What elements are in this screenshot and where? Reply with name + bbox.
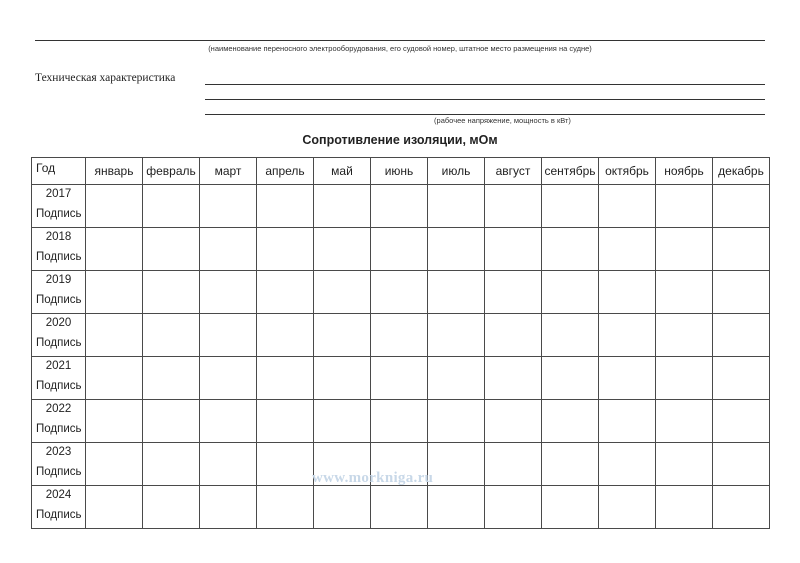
tech-characteristic-line-1 — [205, 84, 765, 85]
year-value: 2018 — [45, 231, 72, 243]
measurement-cell[interactable] — [656, 357, 713, 400]
measurement-cell[interactable] — [599, 185, 656, 228]
measurement-cell[interactable] — [257, 271, 314, 314]
measurement-cell[interactable] — [713, 443, 770, 486]
signature-label: Подпись — [36, 423, 82, 435]
measurement-cell[interactable] — [485, 486, 542, 529]
measurement-cell[interactable] — [485, 314, 542, 357]
measurement-cell[interactable] — [143, 400, 200, 443]
month-header: сентябрь — [542, 158, 599, 185]
measurement-cell[interactable] — [143, 357, 200, 400]
year-cell — [32, 486, 86, 529]
year-cell — [32, 185, 86, 228]
year-cell — [32, 271, 86, 314]
measurement-cell[interactable] — [86, 314, 143, 357]
measurement-cell[interactable] — [371, 443, 428, 486]
measurement-cell[interactable] — [371, 486, 428, 529]
measurement-cell[interactable] — [371, 400, 428, 443]
year-value: 2023 — [45, 446, 72, 458]
tech-characteristic-line-3 — [205, 114, 765, 115]
year-value: 2020 — [45, 317, 72, 329]
table-row — [32, 185, 770, 228]
measurement-cell[interactable] — [428, 357, 485, 400]
table-row — [32, 271, 770, 314]
measurement-cell[interactable] — [656, 185, 713, 228]
month-header: май — [314, 158, 371, 185]
table-body — [32, 185, 770, 529]
measurement-cell[interactable] — [542, 357, 599, 400]
measurement-cell[interactable] — [257, 400, 314, 443]
measurement-cell[interactable] — [314, 486, 371, 529]
measurement-cell[interactable] — [257, 443, 314, 486]
measurement-cell[interactable] — [656, 400, 713, 443]
measurement-cell[interactable] — [599, 486, 656, 529]
measurement-cell[interactable] — [485, 357, 542, 400]
measurement-cell[interactable] — [257, 486, 314, 529]
measurement-cell[interactable] — [314, 443, 371, 486]
measurement-cell[interactable] — [428, 228, 485, 271]
signature-label: Подпись — [36, 466, 82, 478]
measurement-cell[interactable] — [656, 271, 713, 314]
measurement-cell[interactable] — [542, 486, 599, 529]
year-value: 2019 — [45, 274, 72, 286]
measurement-cell[interactable] — [485, 185, 542, 228]
equipment-name-line — [35, 40, 765, 41]
measurement-cell[interactable] — [485, 271, 542, 314]
table-title: Сопротивление изоляции, мОм — [302, 133, 498, 147]
measurement-cell[interactable] — [485, 400, 542, 443]
measurement-cell[interactable] — [200, 486, 257, 529]
measurement-cell[interactable] — [200, 357, 257, 400]
measurement-cell[interactable] — [542, 314, 599, 357]
measurement-cell[interactable] — [143, 314, 200, 357]
measurement-cell[interactable] — [428, 314, 485, 357]
measurement-cell[interactable] — [713, 486, 770, 529]
measurement-cell[interactable] — [86, 486, 143, 529]
signature-label: Подпись — [36, 294, 82, 306]
measurement-cell[interactable] — [542, 400, 599, 443]
measurement-cell[interactable] — [485, 443, 542, 486]
month-header: декабрь — [713, 158, 770, 185]
measurement-cell[interactable] — [428, 486, 485, 529]
measurement-cell[interactable] — [713, 185, 770, 228]
measurement-cell[interactable] — [200, 185, 257, 228]
measurement-cell[interactable] — [200, 400, 257, 443]
measurement-cell[interactable] — [86, 357, 143, 400]
equipment-name-caption: (наименование переносного электрооборудования, его судовой номер, штатное место размещения на судне) — [208, 44, 592, 53]
measurement-cell[interactable] — [542, 271, 599, 314]
measurement-cell[interactable] — [656, 314, 713, 357]
measurement-cell[interactable] — [542, 228, 599, 271]
year-value: 2021 — [45, 360, 72, 372]
year-value: 2017 — [45, 188, 72, 200]
measurement-cell[interactable] — [371, 185, 428, 228]
month-header: март — [200, 158, 257, 185]
month-header: январь — [86, 158, 143, 185]
year-cell — [32, 357, 86, 400]
signature-label: Подпись — [36, 337, 82, 349]
measurement-cell[interactable] — [86, 271, 143, 314]
measurement-cell[interactable] — [257, 357, 314, 400]
measurement-cell[interactable] — [314, 400, 371, 443]
measurement-cell[interactable] — [314, 314, 371, 357]
measurement-cell[interactable] — [428, 271, 485, 314]
measurement-cell[interactable] — [599, 400, 656, 443]
year-cell — [32, 443, 86, 486]
measurement-cell[interactable] — [542, 185, 599, 228]
measurement-cell[interactable] — [257, 314, 314, 357]
measurement-cell[interactable] — [86, 400, 143, 443]
month-header: октябрь — [599, 158, 656, 185]
measurement-cell[interactable] — [485, 228, 542, 271]
tech-characteristic-caption: (рабочее напряжение, мощность в кВт) — [434, 116, 571, 125]
measurement-cell[interactable] — [86, 443, 143, 486]
measurement-cell[interactable] — [713, 228, 770, 271]
table-header-row — [32, 158, 770, 185]
measurement-cell[interactable] — [143, 228, 200, 271]
measurement-cell[interactable] — [599, 271, 656, 314]
measurement-cell[interactable] — [200, 228, 257, 271]
measurement-cell[interactable] — [200, 314, 257, 357]
signature-label: Подпись — [36, 380, 82, 392]
month-header: ноябрь — [656, 158, 713, 185]
measurement-cell[interactable] — [143, 271, 200, 314]
measurement-cell[interactable] — [200, 443, 257, 486]
measurement-cell[interactable] — [713, 357, 770, 400]
year-cell — [32, 228, 86, 271]
month-header: август — [485, 158, 542, 185]
measurement-cell[interactable] — [656, 443, 713, 486]
table-row — [32, 357, 770, 400]
measurement-cell[interactable] — [143, 443, 200, 486]
year-column-header: Год — [32, 158, 86, 185]
measurement-cell[interactable] — [713, 271, 770, 314]
measurement-cell[interactable] — [200, 271, 257, 314]
measurement-cell[interactable] — [257, 185, 314, 228]
measurement-cell[interactable] — [713, 400, 770, 443]
measurement-cell[interactable] — [428, 443, 485, 486]
year-cell — [32, 314, 86, 357]
measurement-cell[interactable] — [86, 228, 143, 271]
measurement-cell[interactable] — [371, 357, 428, 400]
measurement-cell[interactable] — [713, 314, 770, 357]
measurement-cell[interactable] — [371, 228, 428, 271]
measurement-cell[interactable] — [428, 400, 485, 443]
table-row — [32, 486, 770, 529]
measurement-cell[interactable] — [371, 314, 428, 357]
measurement-cell[interactable] — [86, 185, 143, 228]
insulation-resistance-table — [31, 157, 770, 529]
tech-characteristic-line-2 — [205, 99, 765, 100]
measurement-cell[interactable] — [599, 443, 656, 486]
table-row — [32, 400, 770, 443]
measurement-cell[interactable] — [428, 185, 485, 228]
signature-label: Подпись — [36, 208, 82, 220]
measurement-cell[interactable] — [314, 271, 371, 314]
measurement-cell[interactable] — [656, 228, 713, 271]
signature-label: Подпись — [36, 509, 82, 521]
year-cell — [32, 400, 86, 443]
measurement-cell[interactable] — [599, 228, 656, 271]
table-row — [32, 443, 770, 486]
measurement-cell[interactable] — [143, 486, 200, 529]
year-value: 2024 — [45, 489, 72, 501]
watermark: www.morkniga.ru — [312, 470, 434, 486]
measurement-cell[interactable] — [542, 443, 599, 486]
tech-characteristic-label: Техническая характеристика — [35, 72, 176, 84]
month-header: июнь — [371, 158, 428, 185]
measurement-cell[interactable] — [314, 228, 371, 271]
measurement-cell[interactable] — [314, 185, 371, 228]
measurement-cell[interactable] — [599, 357, 656, 400]
measurement-cell[interactable] — [257, 228, 314, 271]
table-row — [32, 228, 770, 271]
month-header: апрель — [257, 158, 314, 185]
measurement-cell[interactable] — [371, 271, 428, 314]
table-row — [32, 314, 770, 357]
measurement-cell[interactable] — [656, 486, 713, 529]
year-value: 2022 — [45, 403, 72, 415]
month-header: июль — [428, 158, 485, 185]
measurement-cell[interactable] — [314, 357, 371, 400]
measurement-cell[interactable] — [599, 314, 656, 357]
measurement-cell[interactable] — [143, 185, 200, 228]
month-header: февраль — [143, 158, 200, 185]
signature-label: Подпись — [36, 251, 82, 263]
